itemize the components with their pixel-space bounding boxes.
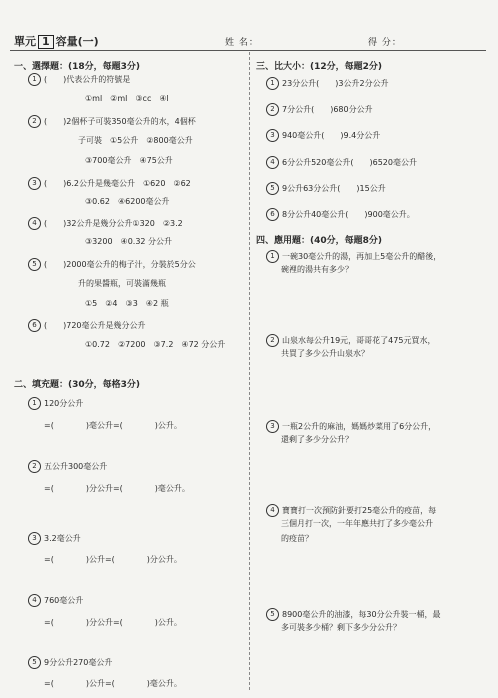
s2-q3-answer: =( )公升=( )分公升。	[44, 555, 182, 564]
unit-number: 1	[38, 35, 54, 49]
s2-q3: 3 3.2毫公升	[28, 532, 81, 545]
s2-q5: 5 9分公升270毫公升	[28, 656, 112, 669]
s2-q5-answer: =( )公升=( )毫公升。	[44, 679, 182, 688]
s3-item1: 1 23分公升( )3公升2分公升	[266, 77, 389, 90]
s2-q1-answer: =( )毫公升=( )公升。	[44, 421, 182, 430]
s1-q5-line2: 升的果醬瓶，可裝滿幾瓶	[78, 279, 166, 288]
section4-title: 四、應用題：(40分，每題8分)	[256, 236, 383, 246]
s4-q4-line2: 三個月打一次，一年年應共打了多少毫公升	[281, 519, 433, 528]
s4-q2-line2: 共買了多少公升山泉水？	[281, 349, 369, 358]
s2-q4-answer: =( )分公升=( )公升。	[44, 618, 182, 627]
score-label: 得 分：	[368, 38, 402, 48]
s1-q5: 5 ( )2000毫公升的梅子汁，分裝於5分公	[28, 258, 196, 271]
name-label: 姓 名：	[225, 38, 259, 48]
s4-q2: 2 山泉水每公升19元，哥哥花了475元買水，	[266, 334, 435, 347]
s1-q1-options: ①ml ②ml ③cc ④l	[85, 94, 169, 103]
s1-q6: 6 ( )720毫公升是幾分公升	[28, 319, 146, 332]
s1-q5-options: ①5 ②4 ③3 ④2 瓶	[85, 299, 169, 308]
s4-q1-line2: 碗裡的湯共有多少？	[281, 265, 353, 274]
s1-q4-options: ③3200 ④0.32 分公升	[85, 237, 173, 246]
s1-q3-options: ③0.62 ④6200毫公升	[85, 197, 170, 206]
s4-q3: 3 一瓶2公升的麻油，媽媽炒菜用了6分公升，	[266, 420, 436, 433]
header-divider	[10, 50, 486, 51]
s2-q2-answer: =( )分公升=( )毫公升。	[44, 484, 190, 493]
s2-q2: 2 五公升300毫公升	[28, 460, 107, 473]
unit-title: 容量(一)	[55, 35, 99, 48]
s4-q4-line3: 的疫苗？	[281, 534, 313, 543]
s3-item3: 3 940毫公升( )9.4分公升	[266, 129, 380, 142]
s2-q4: 4 760毫公升	[28, 594, 83, 607]
s3-item6: 6 8分公升40毫公升( )900毫公升。	[266, 208, 415, 221]
column-divider	[249, 52, 250, 690]
s3-item2: 2 7分公升( )680分公升	[266, 103, 373, 116]
s1-q6-options: ①0.72 ②7200 ③7.2 ④72 分公升	[85, 340, 226, 349]
unit-prefix: 單元	[14, 35, 36, 48]
s1-q2-line2: 子可裝 ①5公升 ②800毫公升	[78, 136, 193, 145]
s1-q4: 4 ( )32公升是幾分公升①320 ②3.2	[28, 217, 183, 230]
s4-q1: 1 一碗30毫公升的湯，再加上5毫公升的醋後，	[266, 250, 441, 263]
unit-heading	[14, 33, 99, 49]
s3-item5: 5 9公升63分公升( )15公升	[266, 182, 386, 195]
s1-q3: 3 ( )6.2公升是幾毫公升 ①620 ②62	[28, 177, 191, 190]
section2-title: 二、填充題：(30分，每格3分)	[14, 380, 141, 390]
s4-q4: 4 寶寶打一次預防針要打25毫公升的疫苗，每	[266, 504, 436, 517]
s4-q5: 5 8900毫公升的油漆，每30分公升裝一桶，最	[266, 608, 441, 621]
s4-q3-line2: 還剩了多少分公升？	[281, 435, 353, 444]
s1-q2-line3: ③700毫公升 ④75公升	[85, 156, 173, 165]
section1-title: 一、選擇題：(18分，每題3分)	[14, 62, 141, 72]
s1-q1: 1 ( )代表公升的符號是	[28, 73, 130, 86]
s1-q2: 2 ( )2個杯子可裝350毫公升的水，4個杯	[28, 115, 196, 128]
s3-item4: 4 6分公升520毫公升( )6520毫公升	[266, 156, 417, 169]
section3-title: 三、比大小：(12分，每題2分)	[256, 62, 383, 72]
s4-q5-line2: 多可裝多少桶？剩下多少分公升？	[281, 623, 401, 632]
s2-q1: 1 120分公升	[28, 397, 83, 410]
